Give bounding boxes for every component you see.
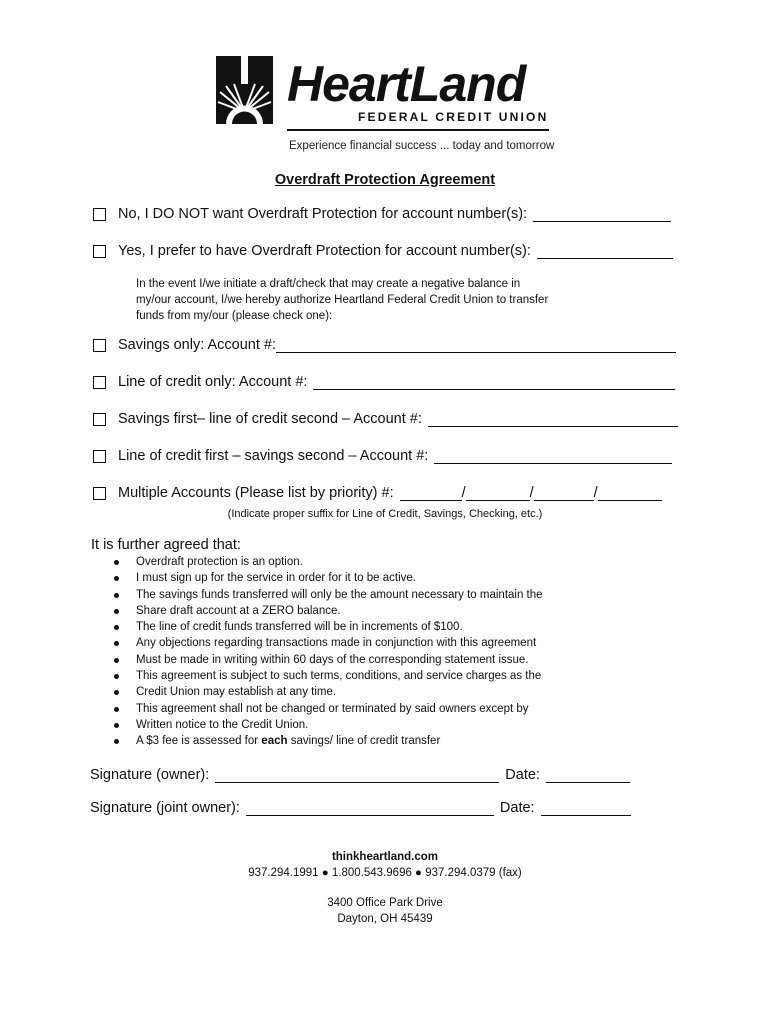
bullet-icon (114, 609, 119, 614)
option-accept (93, 243, 673, 259)
decline-account-field[interactable] (533, 207, 671, 222)
owner-signature-row (90, 767, 630, 783)
savings-only-label: Savings only: Account #: (118, 337, 276, 353)
tagline: Experience financial success ... today and tomorrow (289, 140, 555, 152)
bullet-icon (114, 739, 119, 744)
page-title: Overdraft Protection Agreement (274, 172, 496, 188)
footer-website: thinkheartland.com (331, 851, 439, 863)
owner-signature-label: Signature (owner): (90, 767, 210, 783)
priority-account-field-3[interactable] (534, 486, 594, 501)
priority-account-field-1[interactable] (400, 486, 462, 501)
credit-first-label: Line of credit first – savings second – Account #: (118, 448, 429, 464)
multiple-accounts-checkbox[interactable] (93, 487, 106, 500)
bullet-icon (114, 690, 119, 695)
savings-only-checkbox[interactable] (93, 339, 106, 352)
owner-date-label: Date: (505, 767, 540, 783)
credit-first-checkbox[interactable] (93, 450, 106, 463)
footer-address-line2: Dayton, OH 45439 (337, 913, 433, 925)
logo-mark (216, 56, 273, 124)
list-item: A $3 fee is assessed for each savings/ line of credit transfer (100, 733, 543, 749)
logo-divider (287, 129, 549, 131)
list-item: The savings funds transferred will only be the amount necessary to maintain the (100, 587, 543, 603)
list-item: The line of credit funds transferred will be in increments of $100. (100, 619, 543, 635)
authorization-paragraph (136, 276, 596, 324)
paragraph-line: funds from my/our (please check one): (136, 310, 333, 322)
sunrise-logo-icon (216, 56, 273, 124)
further-agreed-heading: It is further agreed that: (91, 537, 241, 553)
brand-name: HeartLand (287, 56, 526, 112)
option-credit-first (93, 448, 672, 464)
footer-phones: 937.294.1991 ● 1.800.543.9696 ● 937.294.0379 (fax) (248, 867, 522, 879)
bullet-icon (114, 707, 119, 712)
list-item: Must be made in writing within 60 days of the corresponding statement issue. (100, 652, 543, 668)
joint-date-field[interactable] (541, 801, 631, 816)
priority-account-field-2[interactable] (466, 486, 530, 501)
paragraph-line: In the event I/we initiate a draft/check that may create a negative balance in (136, 278, 521, 290)
paragraph-line: my/our account, I/we hereby authorize Heartland Federal Credit Union to transfer (136, 294, 549, 306)
savings-first-account-field[interactable] (428, 412, 678, 427)
credit-first-account-field[interactable] (434, 449, 672, 464)
option-savings-only (93, 337, 676, 353)
emphasis-each: each (261, 735, 288, 748)
list-item: This agreement shall not be changed or terminated by said owners except by (100, 701, 543, 717)
list-item: Share draft account at a ZERO balance. (100, 603, 543, 619)
option-decline (93, 206, 671, 222)
accept-checkbox[interactable] (93, 245, 106, 258)
bullet-icon (114, 674, 119, 679)
accept-account-field[interactable] (537, 244, 673, 259)
bullet-icon (114, 723, 119, 728)
priority-account-field-4[interactable] (598, 486, 662, 501)
bullet-icon (114, 641, 119, 646)
option-savings-first (93, 411, 678, 427)
joint-signature-field[interactable] (246, 801, 494, 816)
decline-checkbox[interactable] (93, 208, 106, 221)
footer-address-line1: 3400 Office Park Drive (327, 897, 443, 909)
list-item: Any objections regarding transactions made in conjunction with this agreement (100, 635, 543, 651)
owner-date-field[interactable] (546, 768, 630, 783)
line-of-credit-only-checkbox[interactable] (93, 376, 106, 389)
option-multiple-accounts (93, 485, 662, 501)
joint-date-label: Date: (499, 800, 535, 816)
bullet-icon (114, 625, 119, 630)
brand-subtitle: FEDERAL CREDIT UNION (358, 110, 549, 124)
line-of-credit-only-label: Line of credit only: Account #: (118, 374, 308, 390)
accept-label: Yes, I prefer to have Overdraft Protection for account number(s): (118, 243, 531, 259)
bullet-icon (114, 560, 119, 565)
list-item: This agreement is subject to such terms, conditions, and service charges as the (100, 668, 543, 684)
owner-signature-field[interactable] (215, 768, 499, 783)
terms-list (100, 554, 543, 750)
list-item: Overdraft protection is an option. (100, 554, 543, 570)
list-item: Credit Union may establish at any time. (100, 684, 543, 700)
multiple-accounts-label: Multiple Accounts (Please list by priority) #: (118, 485, 394, 501)
priority-separator: / (461, 485, 466, 501)
joint-signature-label: Signature (joint owner): (90, 800, 240, 816)
list-item: Written notice to the Credit Union. (100, 717, 543, 733)
savings-first-label: Savings first– line of credit second – Account #: (118, 411, 422, 427)
bullet-icon (114, 593, 119, 598)
priority-separator: / (529, 485, 534, 501)
option-line-of-credit-only (93, 374, 675, 390)
priority-separator: / (593, 485, 598, 501)
decline-label: No, I DO NOT want Overdraft Protection for account number(s): (118, 206, 528, 222)
joint-signature-row (90, 800, 631, 816)
savings-first-checkbox[interactable] (93, 413, 106, 426)
bullet-icon (114, 576, 119, 581)
bullet-icon (114, 658, 119, 663)
suffix-note: (Indicate proper suffix for Line of Credit, Savings, Checking, etc.) (227, 508, 543, 520)
savings-only-account-field[interactable] (276, 338, 676, 353)
line-of-credit-only-account-field[interactable] (313, 375, 675, 390)
list-item: I must sign up for the service in order for it to be active. (100, 570, 543, 586)
